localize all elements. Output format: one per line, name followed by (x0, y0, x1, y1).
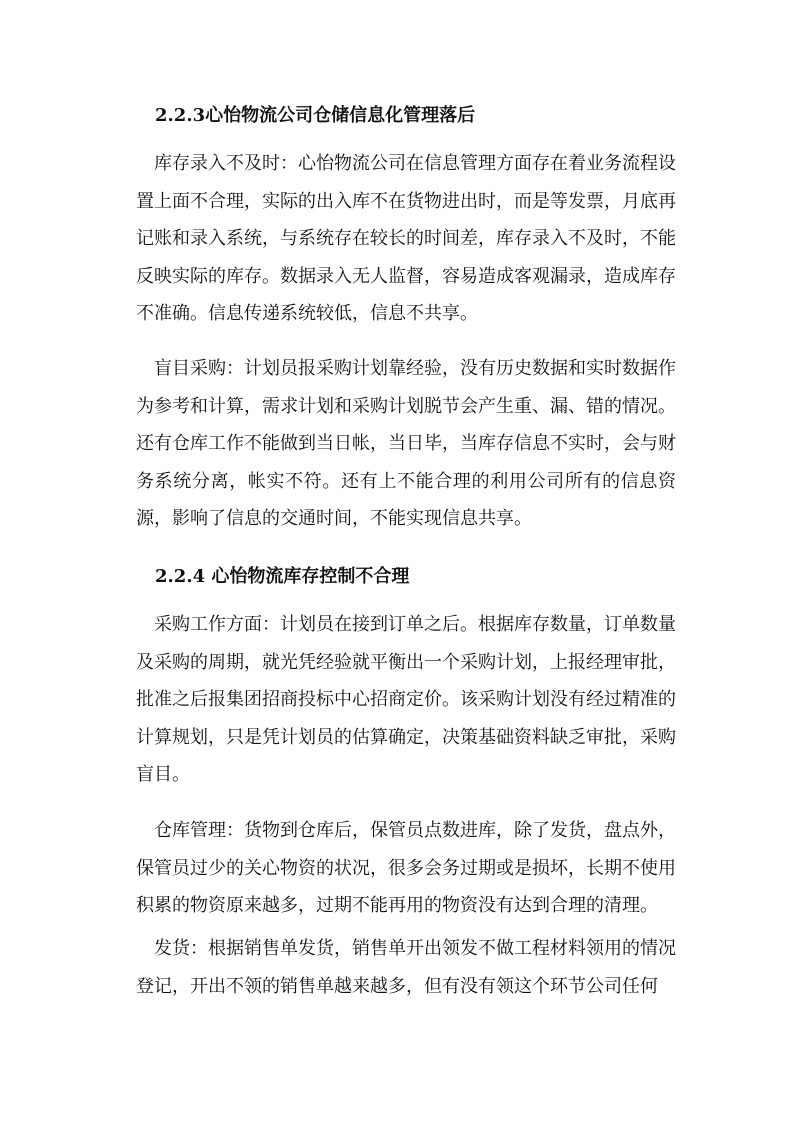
section-heading-2-2-3: 2.2.3心怡物流公司仓储信息化管理落后 (155, 105, 476, 126)
paragraph-shipping: 发货：根据销售单发货，销售单开出领发不做工程材料领用的情况登记，开出不领的销售单越来越多，但有没有领这个环节公司任何 (136, 938, 676, 997)
paragraph-warehouse-management: 仓库管理：货物到仓库后，保管员点数进库，除了发货，盘点外，保管员过少的关心物资的状况，很多会务过期或是损坏，长期不使用积累的物资原来越多，过期不能再用的物资没有达到合理的清理。 (136, 820, 676, 916)
paragraph-purchasing-work: 采购工作方面：计划员在接到订单之后。根据库存数量，订单数量及采购的周期，就光凭经验就平衡出一个采购计划，上报经理审批，批准之后报集团招商投标中心招商定价。该采购计划没有经过精准的计算规划，只是凭计划员的估算确定，决策基础资料缺乏审批，采购盲目。 (136, 614, 676, 785)
paragraph-inventory-entry: 库存录入不及时：心怡物流公司在信息管理方面存在着业务流程设置上面不合理，实际的出入库不在货物进出时，而是等发票，月底再记账和录入系统，与系统存在较长的时间差，库存录入不及时，不能反映实际的库存。数据录入无人监督，容易造成客观漏录，造成库存不准确。信息传递系统较低，信息不共享。 (136, 153, 676, 324)
paragraph-blind-purchase: 盲目采购：计划员报采购计划靠经验，没有历史数据和实时数据作为参考和计算，需求计划和采购计划脱节会产生重、漏、错的情况。还有仓库工作不能做到当日帐，当日毕，当库存信息不实时，会与财务系统分离，帐实不符。还有上不能合理的利用公司所有的信息资源，影响了信息的交通时间，不能实现信息共享。 (136, 358, 676, 529)
section-heading-2-2-4: 2.2.4 心怡物流库存控制不合理 (155, 566, 410, 587)
